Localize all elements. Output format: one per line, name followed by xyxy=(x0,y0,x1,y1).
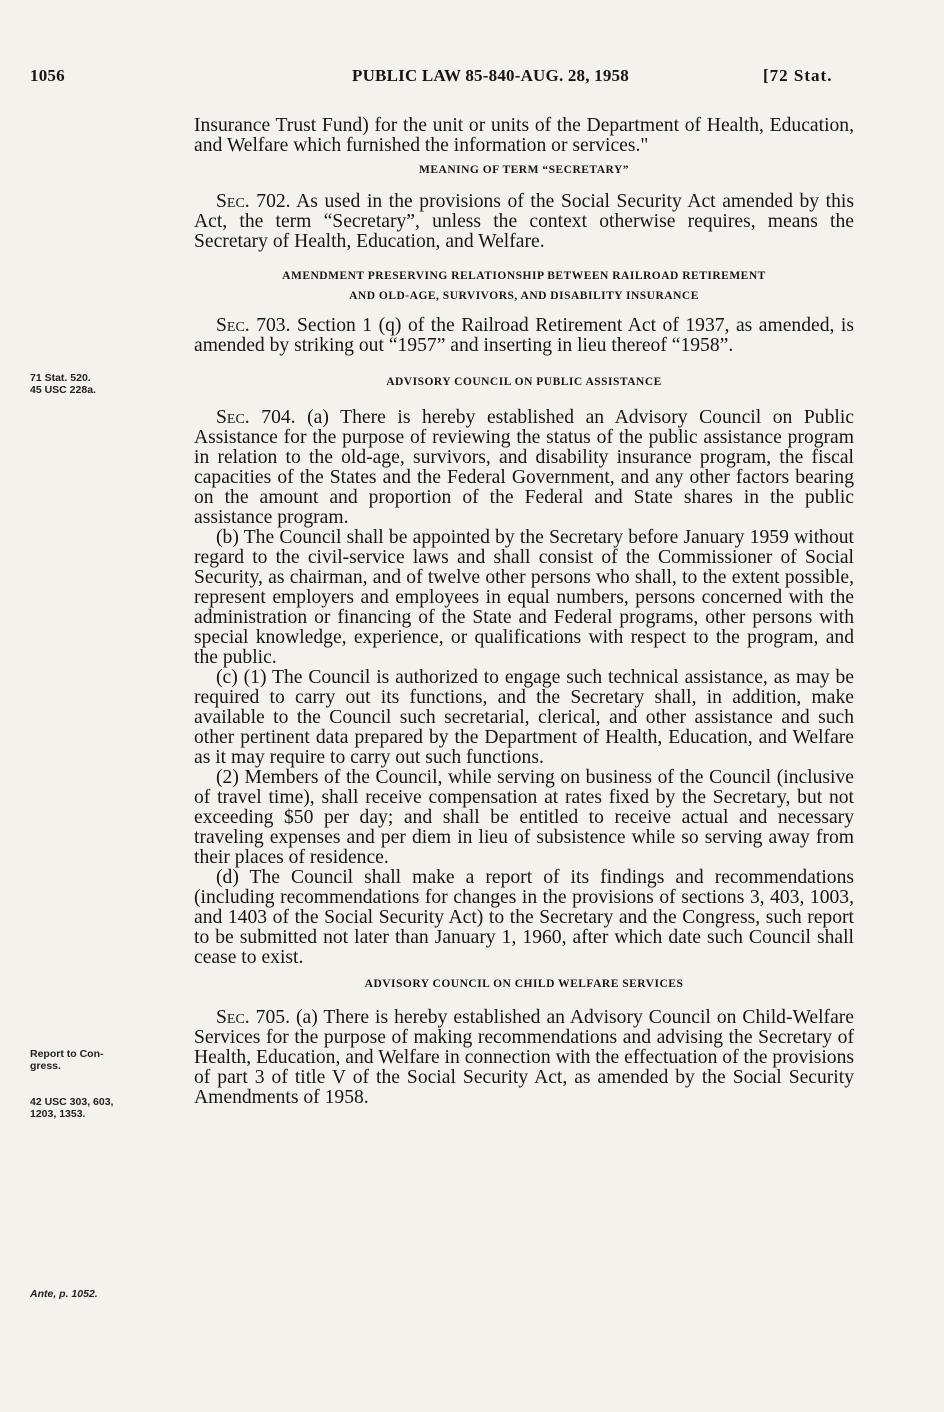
margin-note-usc-citation xyxy=(30,1096,190,1120)
margin-note-line: 45 USC 228a. xyxy=(30,384,96,396)
statute-reference: [72 Stat. xyxy=(763,66,833,85)
section-text: (a) There is hereby established an Advisory Council on Public Assistance for the purpose of reviewing the status of the public assistance program in relation to the old-age, survivors, and disability insurance program, the fiscal capacities of the States and the Federal Government, and any other factors bearing on the amount and proportion of the Federal and State shares in the public assistance program. xyxy=(194,407,854,528)
margin-note-line: 1203, 1353. xyxy=(30,1108,86,1120)
section-label: Sec. 703. xyxy=(216,315,291,336)
margin-note-line: 42 USC 303, 603, xyxy=(30,1096,114,1108)
section-704-b: (b) The Council shall be appointed by the Secretary before January 1959 without regard to the civil-service laws and shall consist of the Commissioner of Social Security, as chairman, and of twelve other persons who shall, to the extent possible, represent employers and employees in equal numbers, persons concerned with the administration or financing of the State and Federal programs, other persons with special knowledge, experience, or qualifications with respect to the program, and the public. xyxy=(194,527,854,668)
section-label: Sec. 702. xyxy=(216,191,291,212)
margin-note-report-to-congress xyxy=(30,1048,190,1072)
section-label: Sec. 705. xyxy=(216,1007,290,1028)
body-column xyxy=(194,116,854,1108)
section-text: Section 1 (q) of the Railroad Retirement Act of 1937, as amended, is amended by striking out “1957” and inserting in lieu thereof “1958”. xyxy=(194,315,854,356)
margin-note-line: 71 Stat. 520. xyxy=(30,372,91,384)
margin-note-ante xyxy=(30,1288,190,1300)
margin-note-sec703 xyxy=(30,372,190,396)
margin-note-line: gress. xyxy=(30,1060,61,1072)
margin-note-line: Ante, p. 1052. xyxy=(30,1288,98,1300)
section-704-a xyxy=(194,408,854,528)
heading-public-assistance: ADVISORY COUNCIL ON PUBLIC ASSISTANCE xyxy=(386,376,662,388)
heading-meaning-of-secretary: MEANING OF TERM “SECRETARY” xyxy=(419,164,629,176)
section-text: (a) There is hereby established an Advisory Council on Child-Welfare Services for the purpose of making recommendations and advising the Secretary of Health, Education, and Welfare in connection with the effectuation of the provisions of part 3 of title V of the Social Security Act, as amended by the Social Security Amendments of 1958. xyxy=(194,1007,854,1108)
heading-railroad-line-1: AMENDMENT PRESERVING RELATIONSHIP BETWEEN RAILROAD RETIREMENT xyxy=(282,270,766,282)
section-704-c2: (2) Members of the Council, while serving on business of the Council (inclusive of travel time), shall receive compensation at rates fixed by the Secretary, but not exceeding $50 per day; and shall be entitled to receive actual and necessary traveling expenses and per diem in lieu of subsistence while so serving away from their places of residence. xyxy=(194,767,854,868)
section-705-a xyxy=(194,1008,854,1108)
heading-railroad-line-2: AND OLD-AGE, SURVIVORS, AND DISABILITY INSURANCE xyxy=(349,290,699,302)
page-number: 1056 xyxy=(30,66,65,85)
running-title: PUBLIC LAW 85-840-AUG. 28, 1958 xyxy=(352,66,629,85)
margin-note-line: Report to Con- xyxy=(30,1048,104,1060)
continuation-paragraph: Insurance Trust Fund) for the unit or units of the Department of Health, Education, and Welfare which furnished the information or services." xyxy=(194,115,854,156)
section-label: Sec. 704. xyxy=(216,407,296,428)
section-702 xyxy=(194,192,854,252)
section-703 xyxy=(194,316,854,356)
heading-child-welfare: ADVISORY COUNCIL ON CHILD WELFARE SERVICES xyxy=(364,978,684,990)
section-704-c1: (c) (1) The Council is authorized to engage such technical assistance, as may be required to carry out its functions, and the Secretary shall, in addition, make available to the Council such secretarial, clerical, and other assistance and such other pertinent data prepared by the Department of Health, Education, and Welfare as it may require to carry out such functions. xyxy=(194,667,854,768)
section-text: As used in the provisions of the Social Security Act amended by this Act, the term “Secretary”, unless the context otherwise requires, means the Secretary of Health, Education, and Welfare. xyxy=(194,191,854,252)
section-704-d: (d) The Council shall make a report of its findings and recommendations (including recommendations for changes in the provisions of sections 3, 403, 1003, and 1403 of the Social Security Act) to the Secretary and the Congress, such report to be submitted not later than January 1, 1960, after which date such Council shall cease to exist. xyxy=(194,867,854,968)
